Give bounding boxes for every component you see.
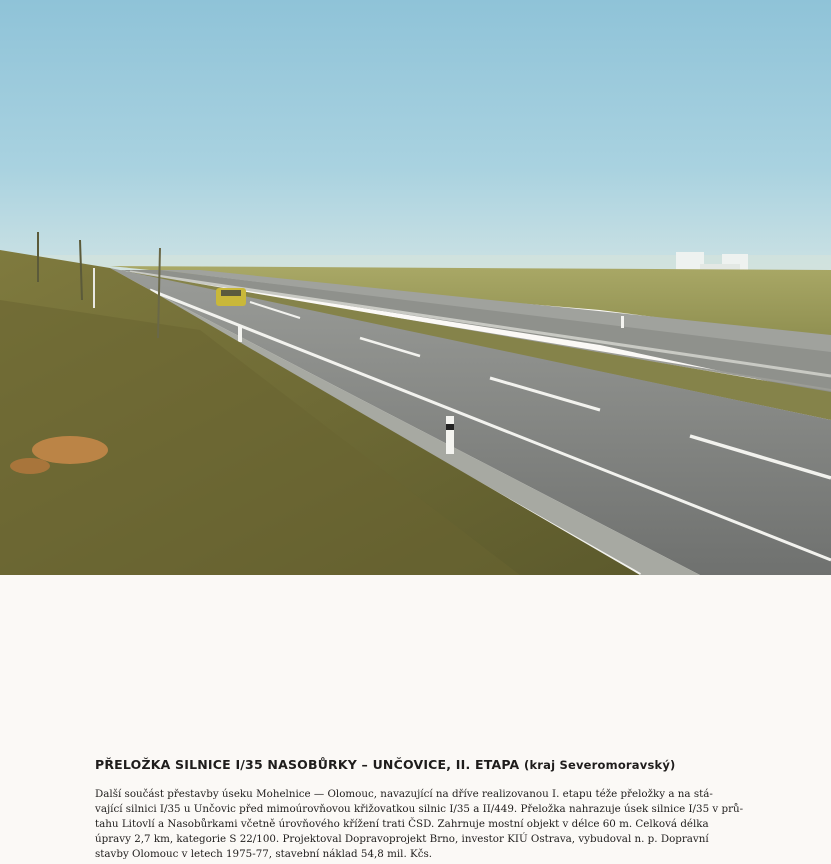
caption — [95, 757, 745, 862]
caption-title-region: (kraj Severomoravský) — [524, 758, 676, 772]
caption-title-main: PŘELOŽKA SILNICE I/35 NASOBŮRKY – UNČOVICE, II. ETAPA — [95, 757, 520, 772]
caption-line: úpravy 2,7 km, kategorie S 22/100. Projektoval Dopravoprojekt Brno, investor KIÚ Ostrava, vybudoval n. p. Dopravní — [95, 833, 709, 845]
caption-title — [95, 757, 745, 772]
caption-line: Další součást přestavby úseku Mohelnice — Olomouc, navazující na dříve realizovanou I. etapu téže přeložky a na stá- — [95, 788, 713, 800]
caption-body — [95, 787, 745, 862]
caption-line: tahu Litovlí a Nasobůrkami včetně úrovňového křížení trati ČSD. Zahrnuje mostní objekt v délce 60 m. Celková délka — [95, 818, 709, 830]
caption-line: vající silnici I/35 u Unčovic před mimoúrovňovou křižovatkou silnic I/35 a II/449. Přeložka nahrazuje úsek silnice I/35 v prů- — [95, 803, 744, 815]
caption-line: stavby Olomouc v letech 1975-77, stavební náklad 54,8 mil. Kčs. — [95, 848, 433, 860]
